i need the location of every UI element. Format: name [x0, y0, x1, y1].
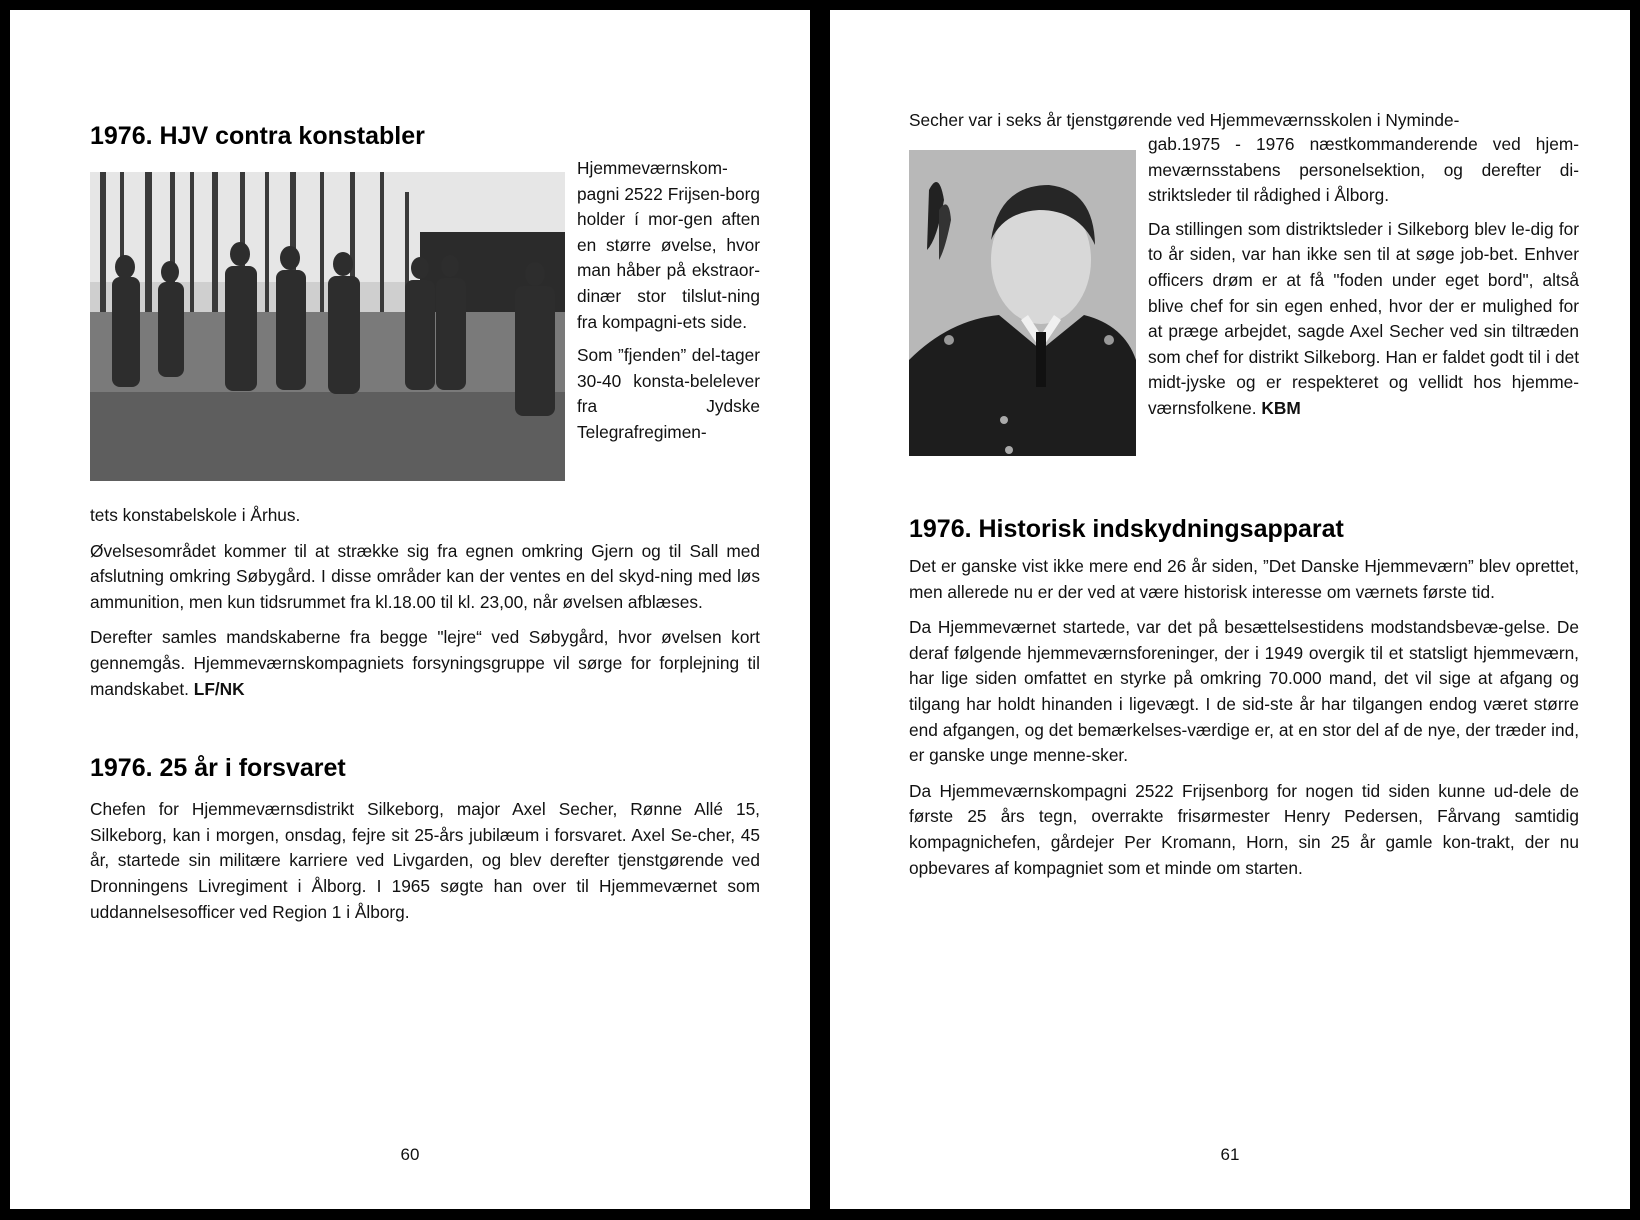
left-body-text — [90, 503, 760, 935]
paragraph: Chefen for Hjemmeværnsdistrikt Silkeborg, major Axel Secher, Rønne Allé 15, Silkeborg, kan i morgen, onsdag, fejre sit 25-års jubilæum i forsvaret. Axel Se-cher, 45 år, startede sin militære karriere ved Livgarden, og blev derefter tjenstgørende ved Dronningens Livregiment i Ålborg. I 1965 søgte han over til Hjemmeværnet som uddannelsesofficer ved Region 1 i Ålborg. — [90, 799, 760, 922]
portrait-officer-photo — [909, 150, 1136, 456]
signature: LF/NK — [193, 678, 245, 699]
paragraph: Secher var i seks år tjenstgørende ved Hjemmeværnsskolen i Nyminde- — [909, 110, 1460, 130]
paragraph: gab.1975 - 1976 næstkommanderende ved hjem-meværnsstabens personelsektion, og derefter di-striktsleder til rådighed i Ålborg. — [1148, 134, 1579, 206]
section-heading-hjv: 1976. HJV contra konstabler — [90, 122, 425, 150]
left-wrap-column — [577, 156, 760, 454]
paragraph: Som ”fjenden” del-tager 30-40 konsta-belelever fra Jydske Telegrafregimen- — [577, 345, 760, 442]
paragraph: Da Hjemmeværnskompagni 2522 Frijsenborg for nogen tid siden kunne ud-dele de første 25 års tegn, overrakte frisørmester Henry Pedersen, Fårvang samtidig kompagnichefen, gårdejer Per Kromann, Horn, sin 25 år gamle kon-trakt, der nu opbevares af kompagniet som et minde om starten. — [909, 780, 1579, 878]
page-number: 60 — [400, 1145, 420, 1164]
right-wrap-column — [1148, 132, 1579, 430]
right-section-historisk — [909, 515, 1579, 891]
signature: KBM — [1261, 397, 1301, 418]
right-page — [830, 10, 1630, 1209]
paragraph: Hjemmeværnskom-pagni 2522 Frijsen-borg holder í mor-gen aften en større øvelse, hvor man håber på ekstraor-dinær stor tilslut-ning fra kompagni-ets side. — [577, 158, 760, 332]
soldiers-in-forest-photo — [90, 172, 565, 481]
left-page — [10, 10, 810, 1209]
paragraph: Da stillingen som distriktsleder i Silkeborg blev le-dig for to år siden, var han ikke sen til at søge job-bet. Enhver officers drøm er at få "foden under eget bord", altså blive chef for sin egen enhed, hvor der er mulighed for at præge arbejdet, sagde Axel Secher ved sin tiltræden som chef for distrikt Silkeborg. Han er faldet godt til i det midt-jyske og er respekteret og vellidt hos hjemme-værnsfolkene. KBM — [1148, 218, 1579, 418]
section-heading-historisk: 1976. Historisk indskydningsapparat — [909, 515, 1344, 543]
paragraph: Da Hjemmeværnet startede, var det på besættelsestidens modstandsbevæ-gelse. De deraf følgende hjemmeværnsforeninger, der i 1949 overgik til et statsligt hjemmeværn, har lige siden omfattet en styrke på omkring 70.000 mand, det vil sige at afgang og tilgang har holdt hinanden i ligevægt. I de sid-ste år har tilgangen endog været større end afgangen, og det bemærkelses-værdige er, at en stor del af de nye, der træder ind, er ganske unge menne-sker. — [909, 617, 1579, 766]
paragraph: tets konstabelskole i Århus. — [90, 505, 301, 525]
paragraph: Øvelsesområdet kommer til at strække sig fra egnen omkring Gjern og til Sall med afslutning omkring Søbygård. I disse områder kan der ventes en del skyd-ning med løs ammunition, men kun tidsrummet fra kl.18.00 til kl. 23,00, når øvelsen afblæses. — [90, 540, 760, 612]
paragraph: Derefter samles mandskaberne fra begge "lejre“ ved Søbygård, hvor øvelsen kort gennemgås. Hjemmeværnskompagniets forsyningsgruppe vil sørge for forplejning til mandskabet. LF/NK — [90, 627, 760, 699]
section-heading-25-aar: 1976. 25 år i forsvaret — [90, 754, 346, 783]
left-section-hjv — [90, 122, 760, 151]
paragraph: Det er ganske vist ikke mere end 26 år siden, ”Det Danske Hjemmeværn” blev oprettet, men allerede nu er der ved at være historisk interesse om værnets første tid. — [909, 556, 1579, 602]
page-number: 61 — [1220, 1145, 1240, 1164]
